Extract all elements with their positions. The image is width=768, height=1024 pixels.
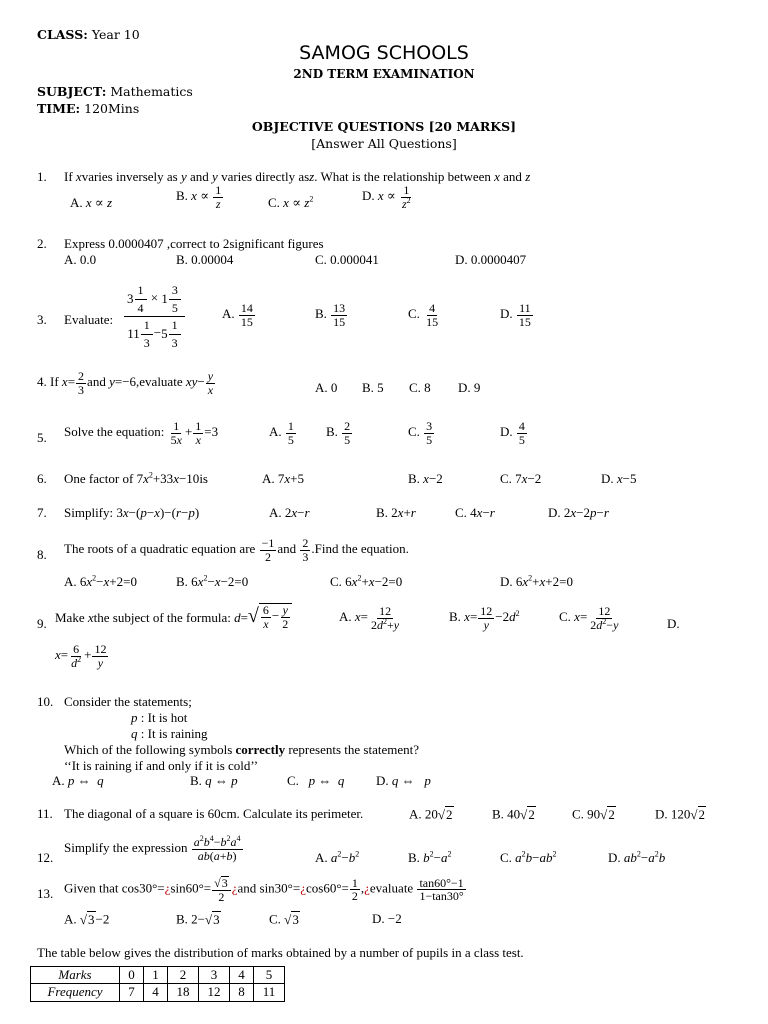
q12-option-d[interactable]: D. $ab^2-a^2b$	[608, 849, 666, 865]
frequency-cell: 7	[120, 984, 144, 1001]
q3-option-a[interactable]	[222, 302, 256, 328]
q8-option-a-label: A.	[64, 574, 77, 589]
table-intro: The table below gives the distribution of marks obtained by a number of pupils in a class test.	[37, 945, 524, 960]
q1-text-a: If	[64, 169, 76, 184]
q7-text-label: Simplify:	[64, 505, 114, 520]
q13-option-c[interactable]: C. √ 3	[269, 911, 299, 927]
q12-option-c[interactable]: C. $a^2b-ab^2$	[500, 849, 557, 865]
q4-text-b: and	[87, 374, 106, 390]
q1-text-e: . What is the relationship between	[314, 169, 495, 184]
q2-option-d[interactable]: D. 0.0000407	[455, 252, 527, 267]
q3-option-a-den: 15	[240, 314, 253, 329]
q1-option-c-label: C.	[268, 195, 280, 210]
q13-option-b[interactable]: B. 2−√ 3	[176, 911, 220, 927]
q9-text-a: Make	[55, 610, 88, 626]
q4-num: 4.	[37, 374, 47, 390]
q2-option-b[interactable]: B. 0.00004	[176, 252, 234, 267]
q4-option-a[interactable]: A. 0	[315, 380, 338, 395]
q3-option-b-den: 15	[333, 314, 346, 329]
q9-option-a[interactable]: A. x= $\frac{12}{2d^2+y}$	[339, 604, 400, 632]
class-value: Year 10	[91, 27, 140, 42]
q10-option-b[interactable]: B. q ⇔ p	[190, 773, 238, 788]
q10-num: 10.	[37, 694, 54, 709]
q5-text: Solve the equation: $\frac{1}{5x}$ + $\frac{1}{x}$ =3	[64, 419, 219, 447]
q3-expression: 3 $\frac{1}{4}$ × 1 $\frac{3}{5}$ 11 $\frac{1}{3}$ −5 $\frac{1}{3}$	[124, 284, 185, 349]
q10-option-d-label: D.	[376, 773, 389, 788]
q6-is: is	[199, 471, 208, 486]
class-label: CLASS:	[37, 27, 88, 42]
q13-text: Given that cos30°=¿sin60°= √ 3 2 ¿and sin30°=¿cos60°= $\frac{1}{2}$ ,¿evaluate $\frac{\tan 60^\circ-1}{1-\tan 30^\circ}$	[64, 875, 464, 904]
q3-option-c-den: 15	[426, 314, 439, 329]
q1-text-d: varies directly as	[217, 169, 310, 184]
q6-option-c-label: C.	[500, 471, 512, 486]
q8-option-d[interactable]: D. $6x^2+x+2=0$	[500, 573, 573, 589]
q3-option-c-label: C.	[408, 306, 420, 322]
marks-cell: 0	[120, 967, 144, 984]
marks-cell: 5	[254, 967, 285, 984]
q12-option-a-label: A.	[315, 850, 328, 865]
q3-option-b-label: B.	[315, 306, 327, 322]
q8-option-c-label: C.	[330, 574, 342, 589]
q7-num: 7.	[37, 505, 47, 520]
q3-text: Evaluate:	[64, 312, 114, 327]
q9-option-d-label[interactable]: D.	[667, 616, 680, 631]
q6-option-c[interactable]: C. 7x−2	[500, 471, 542, 486]
q9-option-d-formula: x= $\frac{6}{d^2}$ + $\frac{12}{y}$	[55, 642, 107, 670]
q6-option-b[interactable]: B. x−2	[408, 471, 443, 486]
q8-option-c[interactable]: C. $6x^2+x-2=0$	[330, 573, 403, 589]
q1-option-d-label: D.	[362, 188, 375, 204]
q10-ask-a: Which of the following symbols	[64, 742, 236, 757]
q1-option-c[interactable]: C. $x \propto z^2$	[268, 194, 314, 210]
q13-text-a: Given that	[64, 880, 119, 896]
q11-text: The diagonal of a square is 60cm. Calculate its perimeter.	[64, 806, 364, 821]
q10-option-b-label: B.	[190, 773, 202, 788]
q12-option-d-label: D.	[608, 850, 621, 865]
q11-option-a[interactable]: A. 20√ 2	[409, 806, 453, 822]
q6-option-b-label: B.	[408, 471, 420, 486]
q7-option-d[interactable]: D. 2x−2p−r	[548, 505, 609, 520]
q9-option-b-label: B.	[449, 609, 461, 625]
q10-statement-p-text: It is hot	[147, 710, 188, 725]
q12-option-a[interactable]: A. $a^2-b^2$	[315, 849, 360, 865]
q7-option-a[interactable]: A. 2x−r	[269, 505, 310, 520]
q11-option-d[interactable]: D. 120√ 2	[655, 806, 706, 822]
q7-option-c[interactable]: C. 4x−r	[455, 505, 495, 520]
q6-option-d-label: D.	[601, 471, 614, 486]
q11-option-a-label: A. 20	[409, 806, 438, 822]
q11-option-b[interactable]: B. 40√ 2	[492, 806, 535, 822]
marks-row-label: Marks	[31, 967, 120, 984]
q1-text: If xvaries inversely as y and y varies directly asz. What is the relationship between x and z	[64, 169, 531, 184]
q3-option-b-num: 13	[333, 301, 346, 315]
q13-option-b-label: B.	[176, 911, 188, 927]
q7-option-a-label: A.	[269, 505, 282, 520]
class-line	[37, 27, 140, 43]
q8-num: 8.	[37, 547, 47, 562]
q2-option-c[interactable]: C. 0.000041	[315, 252, 379, 267]
q8-text: The roots of a quadratic equation are $\frac{-1}{2}$ and $\frac{2}{3}$ .Find the equation.	[64, 536, 409, 564]
q3-option-a-num: 14	[240, 301, 253, 315]
marks-cell: 3	[199, 967, 230, 984]
q10-quote: ‘‘It is raining if and only if it is cold’’	[64, 758, 259, 773]
marks-cell: 1	[144, 967, 168, 984]
q12-num: 12.	[37, 850, 54, 865]
q8-option-b[interactable]: B. $6x^2-x-2=0$	[176, 573, 249, 589]
q7-option-b-label: B.	[376, 505, 388, 520]
q12-text-label: Simplify the expression	[64, 840, 188, 856]
q5-option-b[interactable]: B. $\frac{2}{5}$	[326, 419, 351, 447]
q9-option-c[interactable]: C. x= $\frac{12}{2d^2-y}$	[559, 604, 619, 632]
q3-option-b[interactable]	[315, 302, 348, 328]
q4-text-a: If	[50, 374, 59, 390]
q3-option-d-num: 11	[519, 301, 531, 315]
frequency-cell: 4	[144, 984, 168, 1001]
q13-option-a-label: A.	[64, 911, 77, 927]
time-line	[37, 101, 139, 117]
q10-ask-bold: correctly	[235, 742, 286, 757]
q12-option-c-label: C.	[500, 850, 512, 865]
marks-cell: 2	[168, 967, 199, 984]
q10-option-a[interactable]: A. p ⇔ q	[52, 773, 104, 788]
q8-text-a: The roots of a quadratic equation are	[64, 541, 256, 557]
q11-num: 11.	[37, 806, 53, 821]
frequency-cell: 11	[254, 984, 285, 1001]
subject-line	[37, 84, 193, 100]
q10-option-c[interactable]: C. p ⇔ q	[287, 773, 345, 788]
q6-option-a-label: A.	[262, 471, 275, 486]
q9-option-b[interactable]: B. x= $\frac{12}{y}$ $-2d^2$	[449, 604, 520, 632]
q10-question	[64, 742, 419, 758]
q1-num: 1.	[37, 169, 47, 184]
time-label: TIME:	[37, 101, 81, 116]
section-title: OBJECTIVE QUESTIONS [20 MARKS]	[251, 119, 517, 134]
subject-label: SUBJECT:	[37, 84, 107, 99]
q1-option-b[interactable]: B. x ∝ $\frac{1}{z}$	[176, 183, 222, 211]
q10-statement-q-text: It is raining	[147, 726, 208, 741]
q3-option-a-label: A.	[222, 306, 235, 322]
q2-num: 2.	[37, 236, 47, 251]
q1-text-f: and	[499, 169, 526, 184]
q13-text-b: and	[237, 880, 257, 896]
q4-text-c: ,evaluate	[136, 374, 183, 390]
q5-option-c-label: C.	[408, 424, 420, 440]
q5-option-b-label: B.	[326, 424, 338, 440]
q13-option-c-label: C.	[269, 911, 281, 927]
q10-option-d[interactable]: D. q ⇔ p	[376, 773, 431, 788]
q10-text: Consider the statements;	[64, 694, 192, 709]
q3-option-c[interactable]	[408, 302, 441, 328]
exam-title: 2ND TERM EXAMINATION	[293, 67, 475, 81]
section-note: [Answer All Questions]	[311, 136, 457, 151]
q9-text: Make xthe subject of the formula: d= √ $\frac{6}{x}$ − $\frac{y}{2}$	[55, 603, 292, 630]
q6-option-d[interactable]: D. x−5	[601, 471, 637, 486]
q5-option-d-label: D.	[500, 424, 513, 440]
q5-option-d[interactable]: D. $\frac{4}{5}$	[500, 419, 525, 447]
q4-option-b[interactable]: B. 5	[362, 380, 384, 395]
q8-option-a[interactable]: A. $6x^2-x+2=0$	[64, 573, 137, 589]
q2-option-a[interactable]: A. 0.0	[64, 252, 97, 267]
q10-option-c-label: C.	[287, 773, 299, 788]
q13-option-a[interactable]: A. √ 3 −2	[64, 911, 110, 927]
q3-option-d-den: 15	[518, 314, 531, 329]
school-name: SAMOG SCHOOLS	[299, 42, 469, 64]
q5-option-c[interactable]: C. $\frac{3}{5}$	[408, 419, 433, 447]
q12-option-b-label: B.	[408, 850, 420, 865]
q10-statement-q: q : It is raining	[131, 726, 208, 741]
marks-cell: 4	[230, 967, 254, 984]
q13-text-c: evaluate	[369, 880, 414, 896]
q3-option-d-label: D.	[500, 306, 513, 322]
q6-option-a[interactable]: A. 7x+5	[262, 471, 305, 486]
q8-option-d-label: D.	[500, 574, 513, 589]
q3-option-d[interactable]	[500, 302, 534, 328]
subject-value: Mathematics	[110, 84, 193, 99]
q9-option-a-label: A.	[339, 609, 352, 625]
q10-statement-p: p : It is hot	[131, 710, 188, 725]
q3-option-c-num: 4	[429, 301, 436, 315]
q6-text-label: One factor of	[64, 471, 134, 486]
q5-option-a[interactable]: A. $\frac{1}{5}$	[269, 419, 294, 447]
q7-text: Simplify: 3x−(p−x)−(r−p)	[64, 505, 200, 520]
q8-option-b-label: B.	[176, 574, 188, 589]
marks-table	[30, 966, 285, 1002]
q4-text: 4. If x= $\frac{2}{3}$ and y=−6,evaluate xy− $\frac{y}{x}$	[37, 369, 214, 397]
frequency-cell: 8	[230, 984, 254, 1001]
q7-option-d-label: D.	[548, 505, 561, 520]
q12-option-b[interactable]: B. $b^2-a^2$	[408, 849, 452, 865]
q9-option-c-label: C.	[559, 609, 571, 625]
q1-option-b-label: B.	[176, 188, 188, 204]
marks-row	[31, 967, 285, 984]
q8-text-c: .Find the equation.	[311, 541, 409, 557]
q6-num: 6.	[37, 471, 47, 486]
q1-option-a[interactable]: A. x ∝ z	[70, 195, 113, 210]
q10-option-a-label: A.	[52, 773, 65, 788]
q6-text: One factor of $7x^2+33x-10is$	[64, 470, 208, 486]
q13-num: 13.	[37, 886, 54, 901]
q11-option-c[interactable]: C. 90√ 2	[572, 806, 615, 822]
q5-num: 5.	[37, 430, 47, 445]
q1-option-a-label: A.	[70, 195, 83, 210]
frequency-cell: 18	[168, 984, 199, 1001]
q10-ask-b: represents the statement?	[285, 742, 419, 757]
q11-option-c-label: C. 90	[572, 806, 601, 822]
q7-option-b[interactable]: B. 2x+r	[376, 505, 416, 520]
q11-option-b-label: B. 40	[492, 806, 521, 822]
q9-num: 9.	[37, 616, 47, 631]
q9-text-b: the subject of the formula:	[93, 610, 231, 626]
frequency-row-label: Frequency	[31, 984, 120, 1001]
q1-text-c: and	[186, 169, 213, 184]
q13-option-d[interactable]: D. −2	[372, 911, 402, 926]
q8-text-b: and	[277, 541, 297, 557]
q4-option-c[interactable]: C. 8	[409, 380, 431, 395]
q4-option-d[interactable]: D. 9	[458, 380, 481, 395]
time-value: 120Mins	[84, 101, 140, 116]
q11-option-d-label: D. 120	[655, 806, 691, 822]
q7-option-c-label: C.	[455, 505, 467, 520]
q2-text: Express 0.0000407 ,correct to 2significant figures	[64, 236, 324, 251]
q1-option-d[interactable]: D. x ∝ $\frac{1}{z^2}$	[362, 183, 411, 211]
frequency-row	[31, 984, 285, 1001]
q3-num: 3.	[37, 312, 47, 327]
q1-text-b: varies inversely as	[81, 169, 181, 184]
q12-text: Simplify the expression $\frac{a^2b^4-b^2a^4}{ab(a+b)}$	[64, 834, 241, 863]
q5-text-label: Solve the equation:	[64, 424, 165, 440]
q5-option-a-label: A.	[269, 424, 282, 440]
frequency-cell: 12	[199, 984, 230, 1001]
